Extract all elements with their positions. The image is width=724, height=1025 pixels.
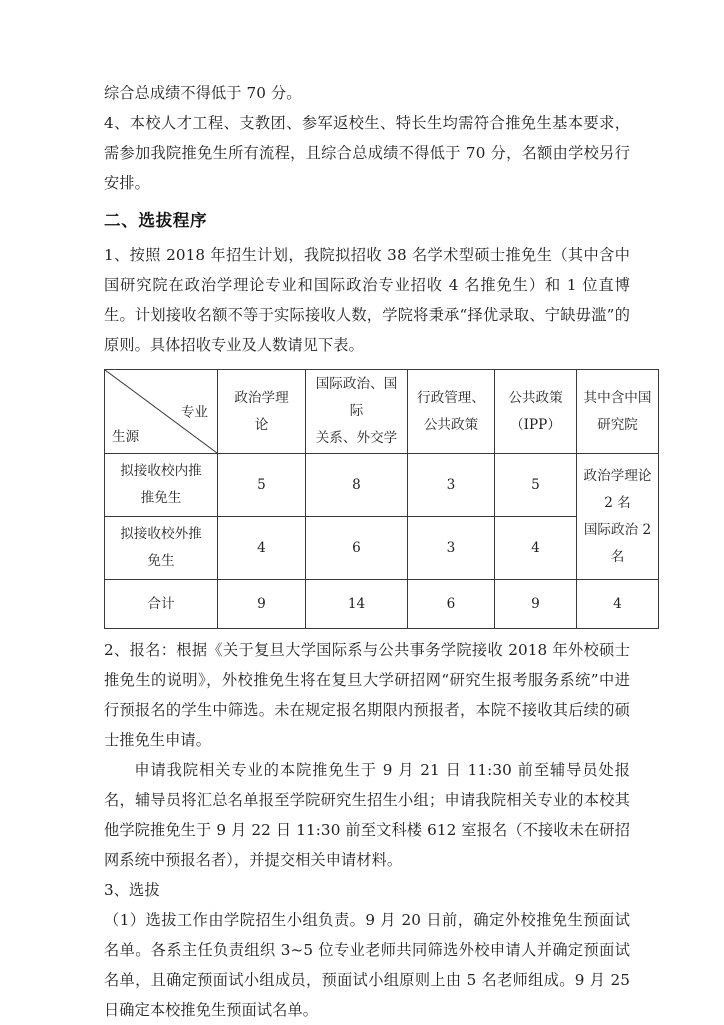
row-label-line-2: 推免生: [140, 490, 182, 506]
header-line-2: （IPP）: [510, 416, 561, 433]
table-total-row: [105, 580, 659, 629]
total-value: 6: [408, 580, 495, 629]
header-line-1: 其中含中国: [583, 389, 652, 406]
header-line-2: 公共政策: [423, 416, 479, 433]
paragraph-item-2: 2、报名：根据《关于复旦大学国际系与公共事务学院接收 2018 年外校硕士推免生的说明》，外校推免生将在复旦大学研招网“研究生报考服务系统”中进行预报名的学生中筛选。未在规定报名期限内预报者，本院不接收其后续的硕士推免生申请。: [104, 641, 630, 749]
header-line-2: 研究院: [597, 416, 638, 433]
row-label-internal: [105, 454, 218, 517]
row-label-total: 合计: [105, 580, 218, 629]
total-value: 9: [495, 580, 577, 629]
table-header-col-5: [577, 370, 659, 454]
cell-value: 6: [306, 517, 408, 580]
section-heading-2: 二、选拔程序: [104, 210, 208, 230]
cell-value: 3: [408, 454, 495, 517]
corner-label-source: 生源: [112, 429, 140, 445]
paragraph-item-3-1: （1）选拔工作由学院招生小组负责。9 月 20 日前，确定外校推免生预面试名单。各系主任负责组织 3~5 位专业老师共同筛选外校申请人并确定预面试名单，且确定预面试小组成员，预面试小组原则上由 5 名老师组成。9 月 25 日确定本校推免生预面试名单。: [104, 911, 630, 1019]
admission-quota-table: [104, 369, 659, 629]
header-line-2: 关系、外交学: [315, 430, 398, 446]
header-line-1: 国际政治、国际: [315, 376, 398, 419]
total-value: 4: [577, 580, 659, 629]
header-line-1: 行政管理、: [417, 389, 485, 406]
total-value: 14: [306, 580, 408, 629]
cell-value: 5: [495, 454, 577, 517]
header-line-1: 公共政策: [508, 389, 563, 406]
paragraph-item-1: 1、按照 2018 年招生计划，我院拟招收 38 名学术型硕士推免生（其中含中国研究院在政治学理论专业和国际政治专业招收 4 名推免生）和 1 位直博生。计划接收名额不等于实际接收人数，学院将秉承“择优录取、宁缺毋滥”的原则。具体招收专业及人数请见下表。: [104, 246, 630, 354]
paragraph-item-4: 4、本校人才工程、支教团、参军返校生、特长生均需符合推免生基本要求，需参加我院推免生所有流程，且综合总成绩不得低于 70 分，名额由学校另行安排。: [104, 114, 630, 192]
table-row: [105, 517, 659, 580]
cell-value: 4: [495, 517, 577, 580]
table-corner-diagonal-cell: [105, 370, 218, 454]
paragraph-item-3-heading: 3、选拔: [104, 881, 160, 899]
corner-label-major: 专业: [180, 404, 208, 421]
table-header-col-4: [495, 370, 577, 454]
paragraph-item-2-sub: 申请我院相关专业的本院推免生于 9 月 21 日 11:30 前至辅导员处报名，辅导员将汇总名单报至学院研究生招生小组；申请我院相关专业的本校其他学院推免生于 9 月 22 日 11:30 前至文科楼 612 室报名（不接收未在研招网系统中预报名者），并提交相关申请材料。: [104, 761, 630, 869]
merged-line-1: 政治学理论: [583, 467, 652, 484]
table-header-col-1: [218, 370, 306, 454]
cell-merged-china-institute: [577, 454, 659, 580]
merged-line-4: 名: [610, 548, 625, 565]
header-line-1: 政治学理: [234, 389, 289, 406]
row-label-line-1: 拟接收校外推: [120, 526, 202, 542]
admission-table-wrapper: [104, 369, 652, 629]
row-label-line-2: 免生: [147, 553, 175, 569]
table-header-row: [105, 370, 659, 454]
row-label-external: [105, 517, 218, 580]
row-label-line-1: 拟接收校内推: [120, 463, 202, 479]
total-value: 9: [218, 580, 306, 629]
cell-value: 4: [218, 517, 306, 580]
table-header-col-2: [306, 370, 408, 454]
merged-line-2: 2 名: [604, 494, 631, 511]
cell-value: 8: [306, 454, 408, 517]
cell-value: 5: [218, 454, 306, 517]
merged-line-3: 国际政治 2: [583, 521, 652, 538]
header-line-2: 论: [254, 416, 269, 433]
paragraph-top-continuation: 综合总成绩不得低于 70 分。: [104, 84, 302, 102]
table-header-col-3: [408, 370, 495, 454]
table-row: [105, 454, 659, 517]
cell-value: 3: [408, 517, 495, 580]
